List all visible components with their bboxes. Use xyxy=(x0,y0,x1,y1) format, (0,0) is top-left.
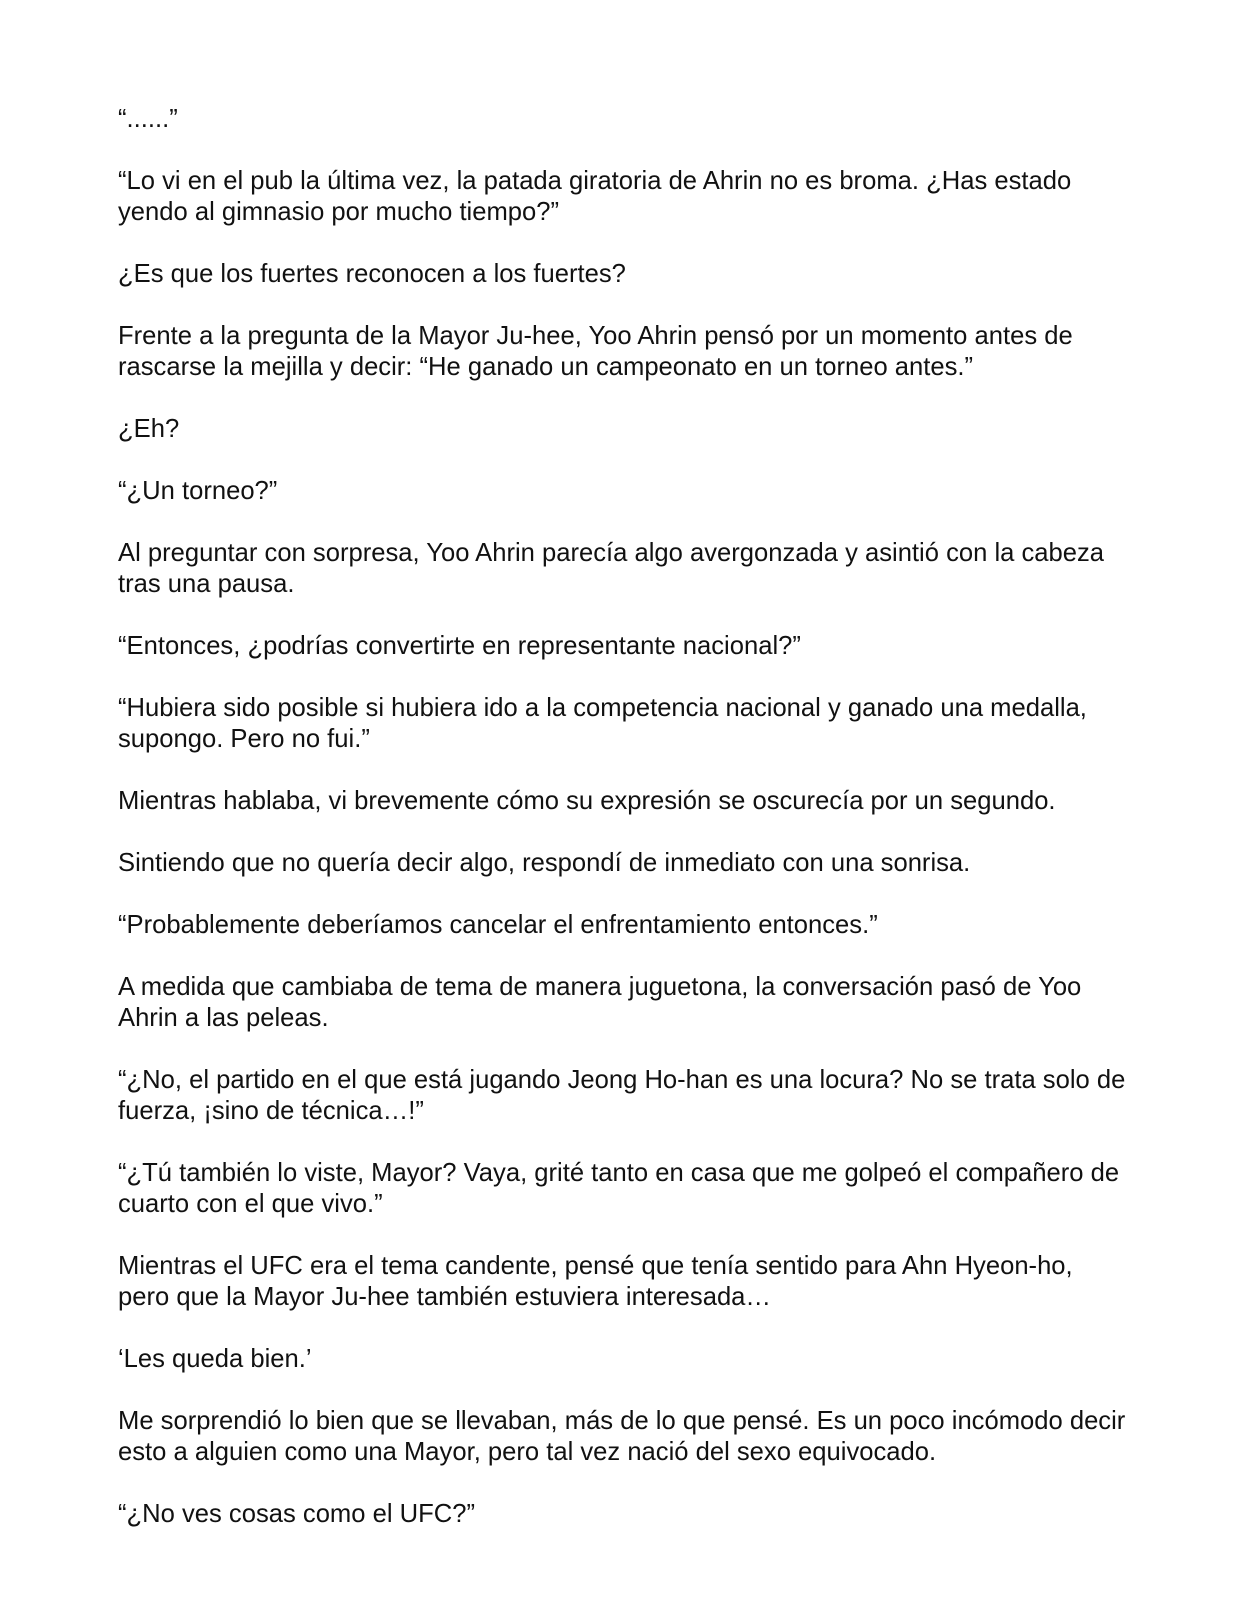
paragraph: A medida que cambiaba de tema de manera juguetona, la conversación pasó de Yoo Ahrin a las peleas. xyxy=(118,973,1082,1032)
paragraph: ¿Es que los fuertes reconocen a los fuertes? xyxy=(118,260,626,288)
paragraph: ‘Les queda bien.’ xyxy=(118,1345,312,1373)
body-text xyxy=(118,104,1128,1561)
paragraph: “Hubiera sido posible si hubiera ido a la competencia nacional y ganado una medalla, supongo. Pero no fui.” xyxy=(118,694,1087,753)
paragraph: “Probablemente deberíamos cancelar el enfrentamiento entonces.” xyxy=(118,911,878,939)
paragraph: Sintiendo que no quería decir algo, respondí de inmediato con una sonrisa. xyxy=(118,849,971,877)
paragraph: “¿No ves cosas como el UFC?” xyxy=(118,1500,475,1528)
paragraph: “Lo vi en el pub la última vez, la patada giratoria de Ahrin no es broma. ¿Has estado yendo al gimnasio por mucho tiempo?” xyxy=(118,167,1072,226)
paragraph: ¿Eh? xyxy=(118,415,180,443)
paragraph: “Entonces, ¿podrías convertirte en representante nacional?” xyxy=(118,632,801,660)
paragraph: “¿Un torneo?” xyxy=(118,477,278,505)
paragraph: Frente a la pregunta de la Mayor Ju-hee, Yoo Ahrin pensó por un momento antes de rascarse la mejilla y decir: “He ganado un campeonato en un torneo antes.” xyxy=(118,322,1073,381)
paragraph: “¿No, el partido en el que está jugando Jeong Ho-han es una locura? No se trata solo de fuerza, ¡sino de técnica…!” xyxy=(118,1066,1126,1125)
paragraph: Mientras hablaba, vi brevemente cómo su expresión se oscurecía por un segundo. xyxy=(118,787,1056,815)
paragraph: “......” xyxy=(118,105,178,133)
paragraph: Mientras el UFC era el tema candente, pensé que tenía sentido para Ahn Hyeon-ho, pero que la Mayor Ju-hee también estuviera interesada… xyxy=(118,1252,1073,1311)
paragraph: “¿Tú también lo viste, Mayor? Vaya, grité tanto en casa que me golpeó el compañero de cuarto con el que vivo.” xyxy=(118,1159,1120,1218)
paragraph: Me sorprendió lo bien que se llevaban, más de lo que pensé. Es un poco incómodo decir esto a alguien como una Mayor, pero tal vez nació del sexo equivocado. xyxy=(118,1407,1126,1466)
paragraph: Al preguntar con sorpresa, Yoo Ahrin parecía algo avergonzada y asintió con la cabeza tras una pausa. xyxy=(118,539,1105,598)
